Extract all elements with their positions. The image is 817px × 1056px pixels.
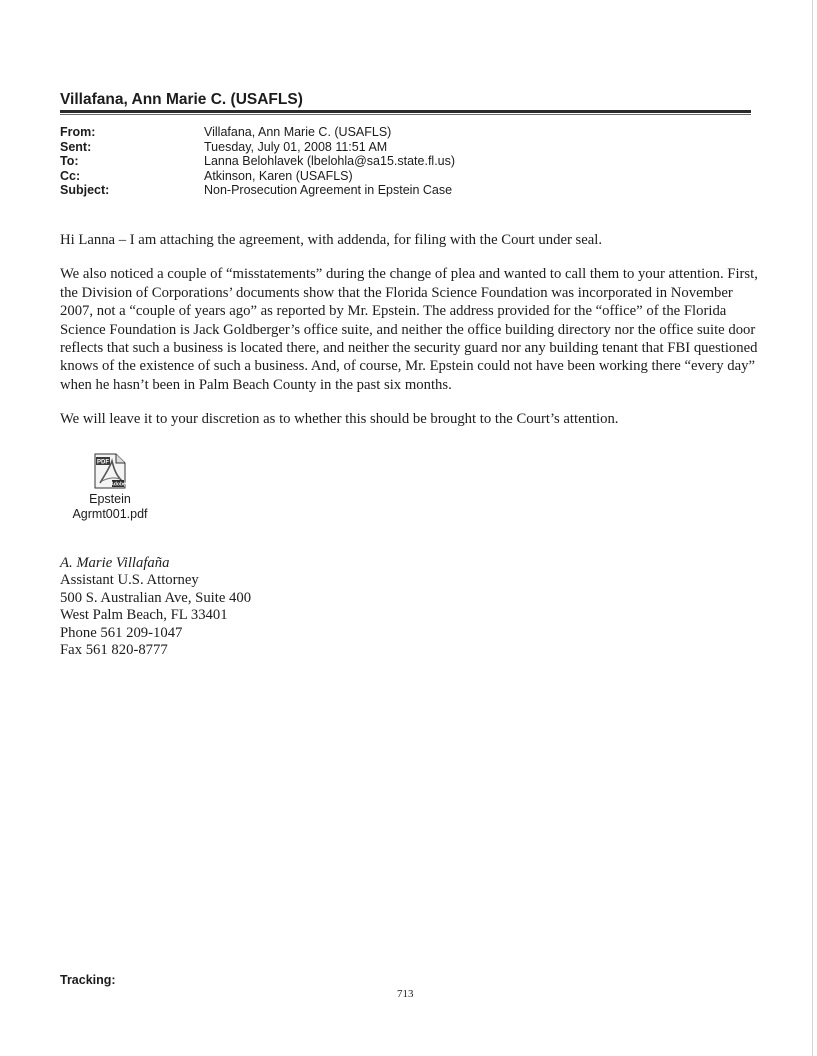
signature-address-line-1: 500 S. Australian Ave, Suite 400 [60, 589, 252, 606]
from-value: Villafana, Ann Marie C. (USAFLS) [204, 125, 392, 139]
body-paragraph-misstatements: We also noticed a couple of “misstatements” during the change of plea and wanted to call them to your attention. First, the Division of Corporations’ documents show that the Florida Science Foundation was incorporated in November 2007, not a “couple of years ago” as reported by Mr. Epstein. The address provided for the “office” of the Florida Science Foundation is Jack Goldberger’s office suite, and neither the office building directory nor the office suite door reflects that such a business is located there, and neither the security guard nor any building tenant that FBI questioned knows of the existence of such a business. And, of course, Mr. Epstein could not have been working there “every day” when he hasn’t been in Palm Beach County in the past six months. [60, 266, 758, 393]
header-row-to [60, 154, 455, 169]
attachment-line-1: Epstein [89, 492, 131, 506]
signature-phone: Phone 561 209-1047 [60, 624, 183, 641]
email-headers [60, 125, 455, 198]
attachment-filename[interactable] [62, 492, 158, 522]
signature-title: Assistant U.S. Attorney [60, 572, 199, 589]
header-divider [60, 110, 751, 113]
header-divider-thin [60, 114, 751, 115]
signature-fax: Fax 561 820-8777 [60, 642, 168, 659]
tracking-label: Tracking: [60, 973, 116, 987]
to-label: To: [60, 154, 79, 169]
header-row-cc [60, 169, 455, 184]
subject-value: Non-Prosecution Agreement in Epstein Case [204, 183, 453, 198]
to-value: Lanna Belohlavek (lbelohla@sa15.state.fl.us) [204, 154, 456, 169]
subject-label: Subject: [60, 183, 110, 198]
sender-title: Villafana, Ann Marie C. (USAFLS) [60, 91, 303, 108]
attachment[interactable] [62, 453, 158, 522]
header-row-subject [60, 183, 455, 198]
page-number: 713 [397, 988, 414, 1000]
attachment-line-2: Agrmt001.pdf [72, 507, 148, 521]
body-paragraph-greeting: Hi Lanna – I am attaching the agreement, with addenda, for filing with the Court under seal. [60, 232, 603, 248]
signature-name: A. Marie Villafaña [60, 555, 170, 571]
body-paragraph-closing: We will leave it to your discretion as to whether this should be brought to the Court’s attention. [60, 411, 619, 428]
signature-block [60, 555, 251, 659]
from-label: From: [60, 125, 96, 139]
svg-text:PDF: PDF [97, 459, 109, 466]
scan-edge-line [812, 0, 813, 1056]
pdf-file-icon[interactable] [92, 453, 128, 489]
sent-value: Tuesday, July 01, 2008 11:51 AM [204, 139, 388, 154]
sent-label: Sent: [60, 139, 92, 154]
email-body [60, 231, 760, 445]
header-row-from [60, 125, 455, 140]
header-row-sent [60, 140, 455, 155]
svg-text:Adobe: Adobe [110, 481, 126, 488]
cc-label: Cc: [60, 168, 81, 183]
cc-value: Atkinson, Karen (USAFLS) [204, 168, 353, 183]
signature-address-line-2: West Palm Beach, FL 33401 [60, 607, 228, 624]
